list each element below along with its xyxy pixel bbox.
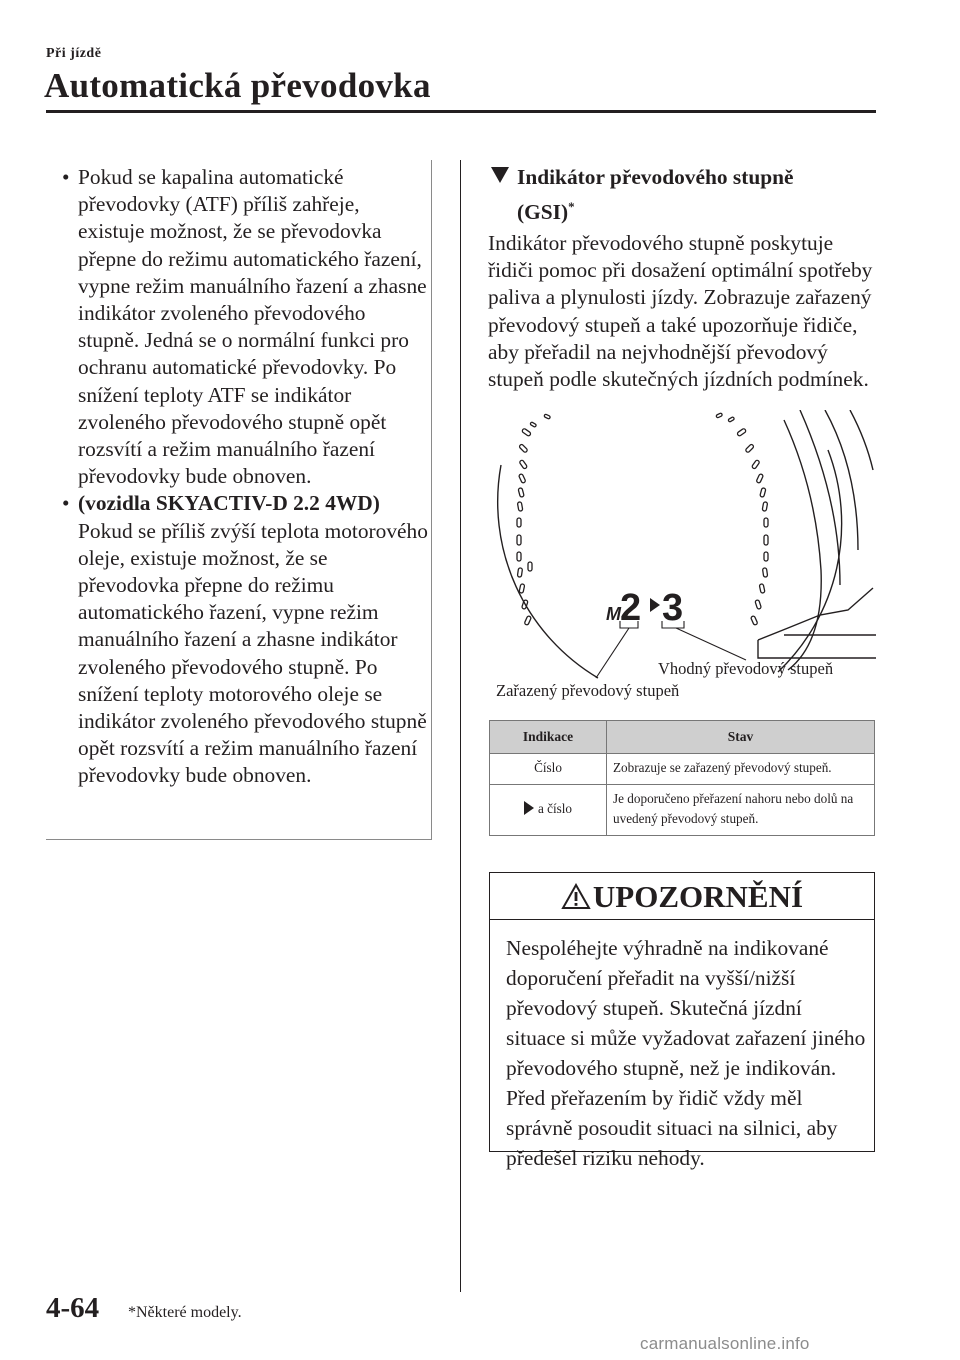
bullet-engine-oil-text: Pokud se příliš zvýší teplota motorového oleje, existuje možnost, že se převodovka přepne do režimu automatického řazení, vypne režim manuálního řazení a zhasne indikátor zvoleného převodového stupně. Po snížení teploty motorového oleje se indikátor zvoleného převodového stupně opět rozsvítí a režim manuálního řazení převodovky bude obnoven. bbox=[78, 518, 428, 788]
watermark: carmanualsonline.info bbox=[640, 1334, 810, 1353]
bullet-dot: • bbox=[62, 491, 70, 516]
caution-text: Nespoléhejte výhradně na indikované doporučení přeřadit na vyšší/nižší převodový stupeň. Skutečná jízdní situace si může vyžadovat zařazení jiného převodového stupně, než je indikován. Před přeřazením by řidič vždy měl správně posoudit situaci na silnici, aby předešel riziku nehody. bbox=[506, 936, 866, 1170]
row2-indication: a číslo bbox=[537, 801, 573, 816]
mode-letter: M bbox=[606, 604, 621, 624]
row1-state: Zobrazuje se zařazený převodový stupeň. bbox=[607, 754, 875, 785]
gsi-heading-line1: Indikátor převodového stupně bbox=[517, 165, 794, 189]
arrow-right-icon bbox=[524, 801, 534, 815]
row2-indication-cell bbox=[490, 785, 607, 836]
current-gear-digit: 2 bbox=[620, 587, 642, 629]
caution-header bbox=[490, 873, 874, 920]
label-recommended-gear: Vhodný převodový stupeň bbox=[658, 659, 834, 678]
gsi-heading bbox=[488, 162, 878, 227]
gsi-heading-line2: (GSI) bbox=[517, 200, 569, 225]
notes-box bbox=[46, 160, 432, 840]
title-rule bbox=[46, 110, 876, 113]
indication-table bbox=[489, 720, 875, 836]
bullet-engine-oil-heading: (vozidla SKYACTIV-D 2.2 4WD) bbox=[78, 491, 380, 516]
footnote-mark: * bbox=[568, 199, 575, 214]
caution-box bbox=[489, 872, 875, 1170]
recommended-gear-digit: 3 bbox=[662, 587, 684, 629]
tachometer-illustration bbox=[488, 410, 876, 710]
leader-current bbox=[596, 628, 629, 678]
table-row bbox=[490, 785, 875, 836]
column-header-indication: Indikace bbox=[490, 721, 607, 754]
bullet-engine-oil bbox=[46, 490, 431, 789]
caution-title: UPOZORNĚNÍ bbox=[592, 879, 804, 914]
page-number: 4-64 bbox=[46, 1292, 100, 1324]
table-header-row bbox=[490, 721, 875, 754]
gsi-figure bbox=[488, 410, 876, 710]
gsi-paragraph: Indikátor převodového stupně poskytuje řidiči pomoc při dosažení optimální spotřeby paliva a plynulosti jízdy. Zobrazuje zařazený převodový stupeň a také upozorňuje řidiče, aby přeřadil na nejvhodnější převodový stupeň podle skutečných jízdních podmínek. bbox=[488, 231, 873, 392]
upshift-arrow-icon bbox=[650, 598, 660, 612]
leader-recommended bbox=[676, 628, 746, 660]
row2-state: Je doporučeno přeřazení nahoru nebo dolů na uvedený převodový stupeň. bbox=[607, 785, 875, 836]
footnote: *Některé modely. bbox=[128, 1304, 242, 1321]
section-label: Při jízdě bbox=[46, 46, 102, 61]
table-row bbox=[490, 754, 875, 785]
bullet-dot: • bbox=[62, 165, 70, 189]
column-header-state: Stav bbox=[607, 721, 875, 754]
label-current-gear: Zařazený převodový stupeň bbox=[496, 681, 680, 700]
triangle-down-icon bbox=[491, 167, 509, 183]
page-title: Automatická převodovka bbox=[44, 66, 431, 105]
warning-triangle-icon bbox=[561, 883, 591, 910]
bullet-atf bbox=[46, 164, 431, 490]
row1-indication: Číslo bbox=[490, 754, 607, 785]
column-divider bbox=[460, 160, 461, 1292]
bullet-atf-text: Pokud se kapalina automatické převodovky (ATF) příliš zahřeje, existuje možnost, že se převodovka přepne do režimu automatického řazení, vypne režim manuálního řazení a zhasne indikátor zvoleného převodového stupně. Jedná se o normální funkci pro ochranu automatické převodovky. Po snížení teploty ATF se indikátor zvoleného převodového stupně opět rozsvítí a režim manuálního řazení převodovky bude obnoven. bbox=[78, 165, 427, 489]
